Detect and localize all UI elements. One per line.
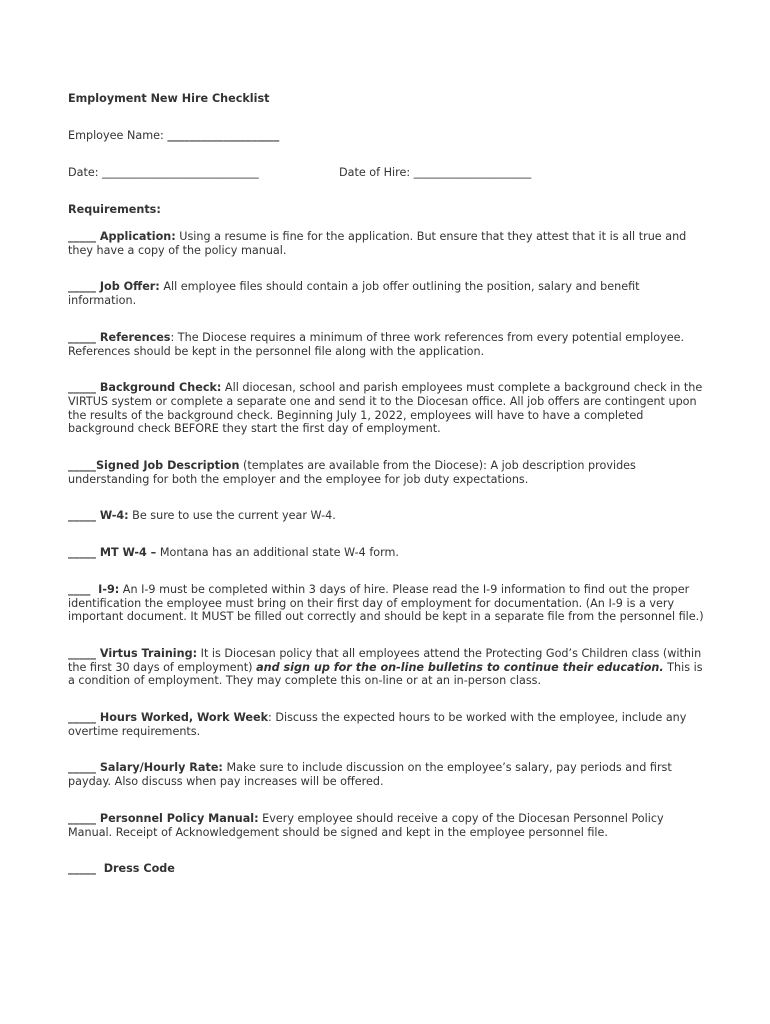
item-blank: _____ <box>68 862 96 876</box>
item-signed-job-description <box>68 459 708 486</box>
document-title: Employment New Hire Checklist <box>68 92 270 105</box>
item-w4 <box>68 509 708 523</box>
item-job-offer <box>68 280 708 307</box>
item-text: (templates are available from the Diocese): A job description provides understanding for both the employer and the employee for job duty expectations. <box>68 459 636 486</box>
item-lead: Application: <box>95 230 176 243</box>
item-text: Be sure to use the current year W-4. <box>128 509 336 523</box>
item-hours-worked <box>68 711 708 738</box>
item-blank: _____ <box>68 280 96 294</box>
date-label: Date: <box>68 166 99 179</box>
item-salary-rate <box>68 761 708 788</box>
item-blank: _____ <box>68 811 96 825</box>
item-text: Using a resume is fine for the application. But ensure that they attest that it is all true and they have a copy of the policy manual. <box>68 230 687 257</box>
requirements-heading: Requirements: <box>68 203 161 216</box>
item-text: It is Diocesan policy that all employees attend the Protecting God’s Children class (within the first 30 days of employment) <box>68 646 702 674</box>
item-lead: Virtus Training: <box>95 646 198 660</box>
item-blank: _____ <box>68 330 96 344</box>
item-lead: Dress Code <box>95 862 175 876</box>
item-lead: I-9: <box>90 582 120 596</box>
item-emphasis: and sign up for the on-line bulletins to continue their education. <box>256 660 664 674</box>
item-lead: Signed Job Description <box>95 459 240 473</box>
item-blank: _____ <box>68 509 96 523</box>
item-text: : Discuss the expected hours to be worked with the employee, include any overtime requirements. <box>68 711 687 738</box>
item-text: Every employee should receive a copy of the Diocesan Personnel Policy Manual. Receipt of Acknowledgement should be signed and kept in the employee personnel file. <box>68 811 664 839</box>
employee-name-label: Employee Name: <box>68 129 164 142</box>
item-blank: _____ <box>68 761 96 775</box>
item-blank: ____ <box>68 582 91 596</box>
item-personnel-policy-manual <box>68 812 708 839</box>
item-text: All employee files should contain a job offer outlining the position, salary and benefit information. <box>68 280 640 308</box>
item-text-continued: This is a condition of employment. They may complete this on-line or at an in-person class. <box>68 660 703 688</box>
item-blank: _____ <box>68 546 96 560</box>
item-references <box>68 331 708 358</box>
item-mt-w4 <box>68 546 708 560</box>
item-lead: Background Check: <box>95 381 222 395</box>
date-blank: ____________________________ <box>102 166 259 179</box>
date-of-hire-label: Date of Hire: <box>339 166 411 179</box>
item-lead: Salary/Hourly Rate: <box>95 761 223 775</box>
date-row <box>68 166 708 180</box>
document-page <box>68 92 708 876</box>
item-blank: _____ <box>68 711 96 725</box>
item-text: All diocesan, school and parish employees must complete a background check in the VIRTUS system or complete a separate one and send it to the Diocesan office. All job offers are contingent upon the results of the background check. Beginning July 1, 2022, employees will have to have a completed background check BEFORE they start the first day of employment. <box>68 381 703 436</box>
item-lead: W-4: <box>95 509 129 523</box>
item-lead: Hours Worked, Work Week <box>95 711 269 725</box>
employee-name-blank: ____________________ <box>167 129 280 142</box>
item-blank: _____ <box>68 646 96 660</box>
item-dress-code <box>68 862 708 876</box>
item-lead: References <box>95 330 171 344</box>
item-application <box>68 230 708 257</box>
item-blank: _____ <box>68 230 96 243</box>
item-text: An I-9 must be completed within 3 days of hire. Please read the I-9 information to find out the proper identification the employee must bring on their first day of employment for documentation. (An I-9 is a very important document. It MUST be filled out correctly and should be kept in a separate file from the personnel file.) <box>68 582 704 624</box>
item-text: Make sure to include discussion on the employee’s salary, pay periods and first payday. Also discuss when pay increases will be offered. <box>68 761 672 789</box>
item-lead: Personnel Policy Manual: <box>95 811 259 825</box>
item-text: Montana has an additional state W-4 form. <box>156 546 399 560</box>
item-blank: _____ <box>68 381 96 395</box>
item-i9 <box>68 583 708 624</box>
item-text: : The Diocese requires a minimum of three work references from every potential employee. References should be kept in the personnel file along with the application. <box>68 330 685 358</box>
item-lead: Job Offer: <box>95 280 160 294</box>
employee-name-row <box>68 129 708 143</box>
date-of-hire-field <box>339 166 531 180</box>
item-lead: MT W-4 – <box>95 546 157 560</box>
item-blank: _____ <box>68 459 96 473</box>
date-of-hire-blank: _____________________ <box>413 166 532 179</box>
item-virtus-training <box>68 647 708 688</box>
item-background-check <box>68 381 708 436</box>
